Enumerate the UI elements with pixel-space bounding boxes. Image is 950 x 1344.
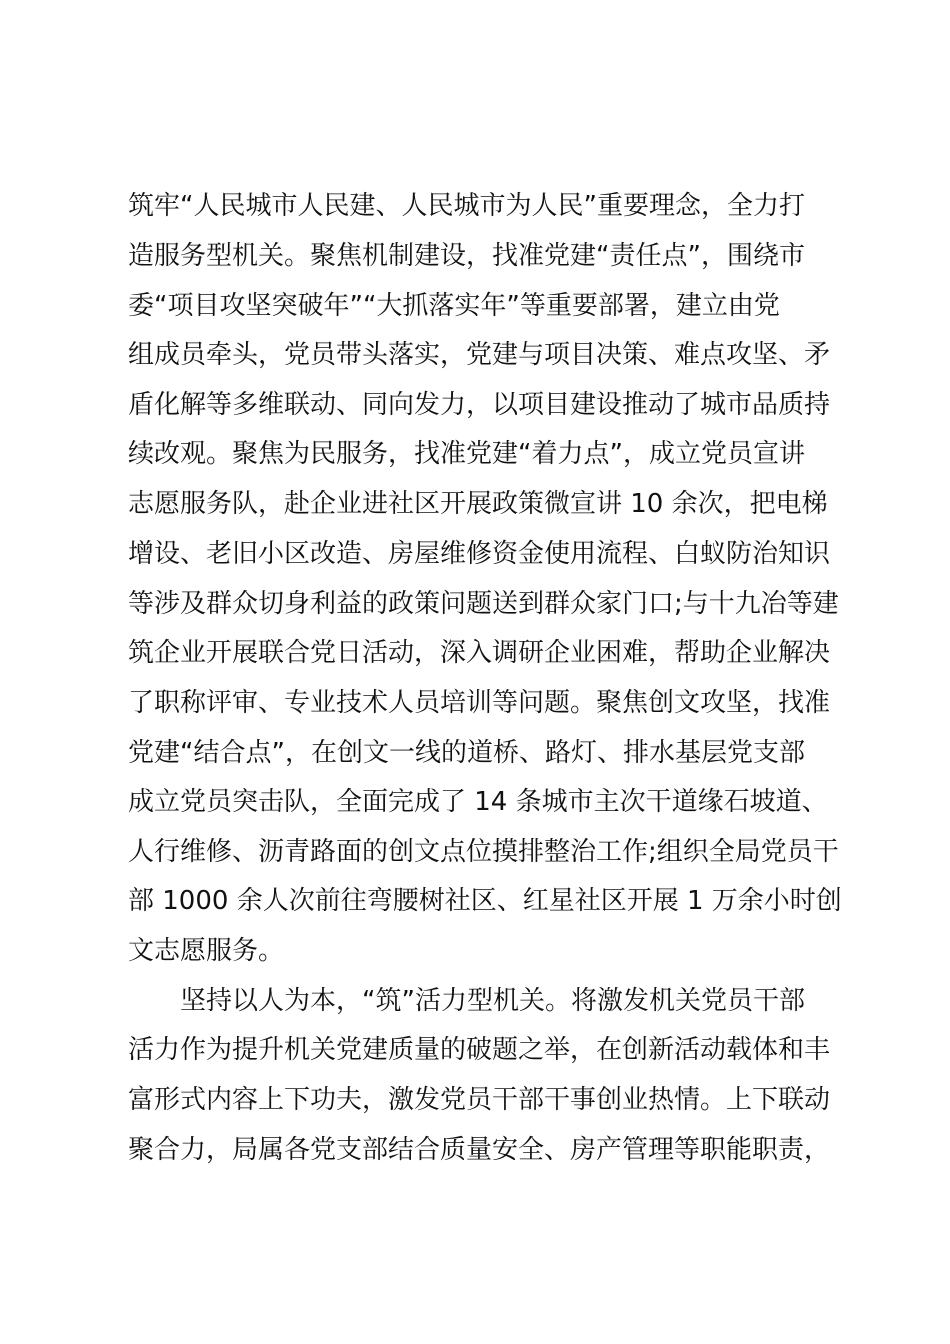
text-line: 聚合力，局属各党支部结合质量安全、房产管理等职能职责， (128, 1135, 831, 1165)
text-line: 文志愿服务。 (128, 936, 285, 966)
text-line: 成立党员突击队，全面完成了 14 条城市主次干道缘石坡道、 (128, 787, 828, 817)
text-line: 等涉及群众切身利益的政策问题送到群众家门口;与十九冶等建 (128, 589, 839, 619)
paragraph-first-line: 坚持以人为本，“筑”活力型机关。将激发机关党员干部 (180, 986, 805, 1016)
text-line: 筑企业开展联合党日活动，深入调研企业困难，帮助企业解决 (128, 638, 831, 668)
text-line: 活力作为提升机关党建质量的破题之举，在创新活动载体和丰 (128, 1035, 831, 1065)
text-line: 增设、老旧小区改造、房屋维修资金使用流程、白蚁防治知识 (128, 539, 831, 569)
text-line: 委“项目攻坚突破年”“大抓落实年”等重要部署，建立由党 (128, 291, 780, 321)
text-line: 组成员牵头，党员带头落实，党建与项目决策、难点攻坚、矛 (128, 340, 831, 370)
text-line: 志愿服务队，赴企业进社区开展政策微宣讲 10 余次，把电梯 (128, 489, 828, 519)
text-line: 盾化解等多维联动、同向发力，以项目建设推动了城市品质持 (128, 390, 831, 420)
text-line: 富形式内容上下功夫，激发党员干部干事创业热情。上下联动 (128, 1085, 831, 1115)
text-line: 造服务型机关。聚焦机制建设，找准党建“责任点”，围绕市 (128, 241, 805, 271)
text-line: 了职称评审、专业技术人员培训等问题。聚焦创文攻坚，找准 (128, 688, 831, 718)
text-line: 人行维修、沥青路面的创文点位摸排整治工作;组织全局党员干 (128, 837, 839, 867)
text-line: 筑牢“人民城市人民建、人民城市为人民”重要理念，全力打 (128, 191, 805, 221)
text-line: 部 1000 余人次前往弯腰树社区、红星社区开展 1 万余小时创 (128, 886, 842, 916)
text-line: 党建“结合点”，在创文一线的道桥、路灯、排水基层党支部 (128, 738, 805, 768)
text-line: 续改观。聚焦为民服务，找准党建“着力点”，成立党员宣讲 (128, 439, 805, 469)
